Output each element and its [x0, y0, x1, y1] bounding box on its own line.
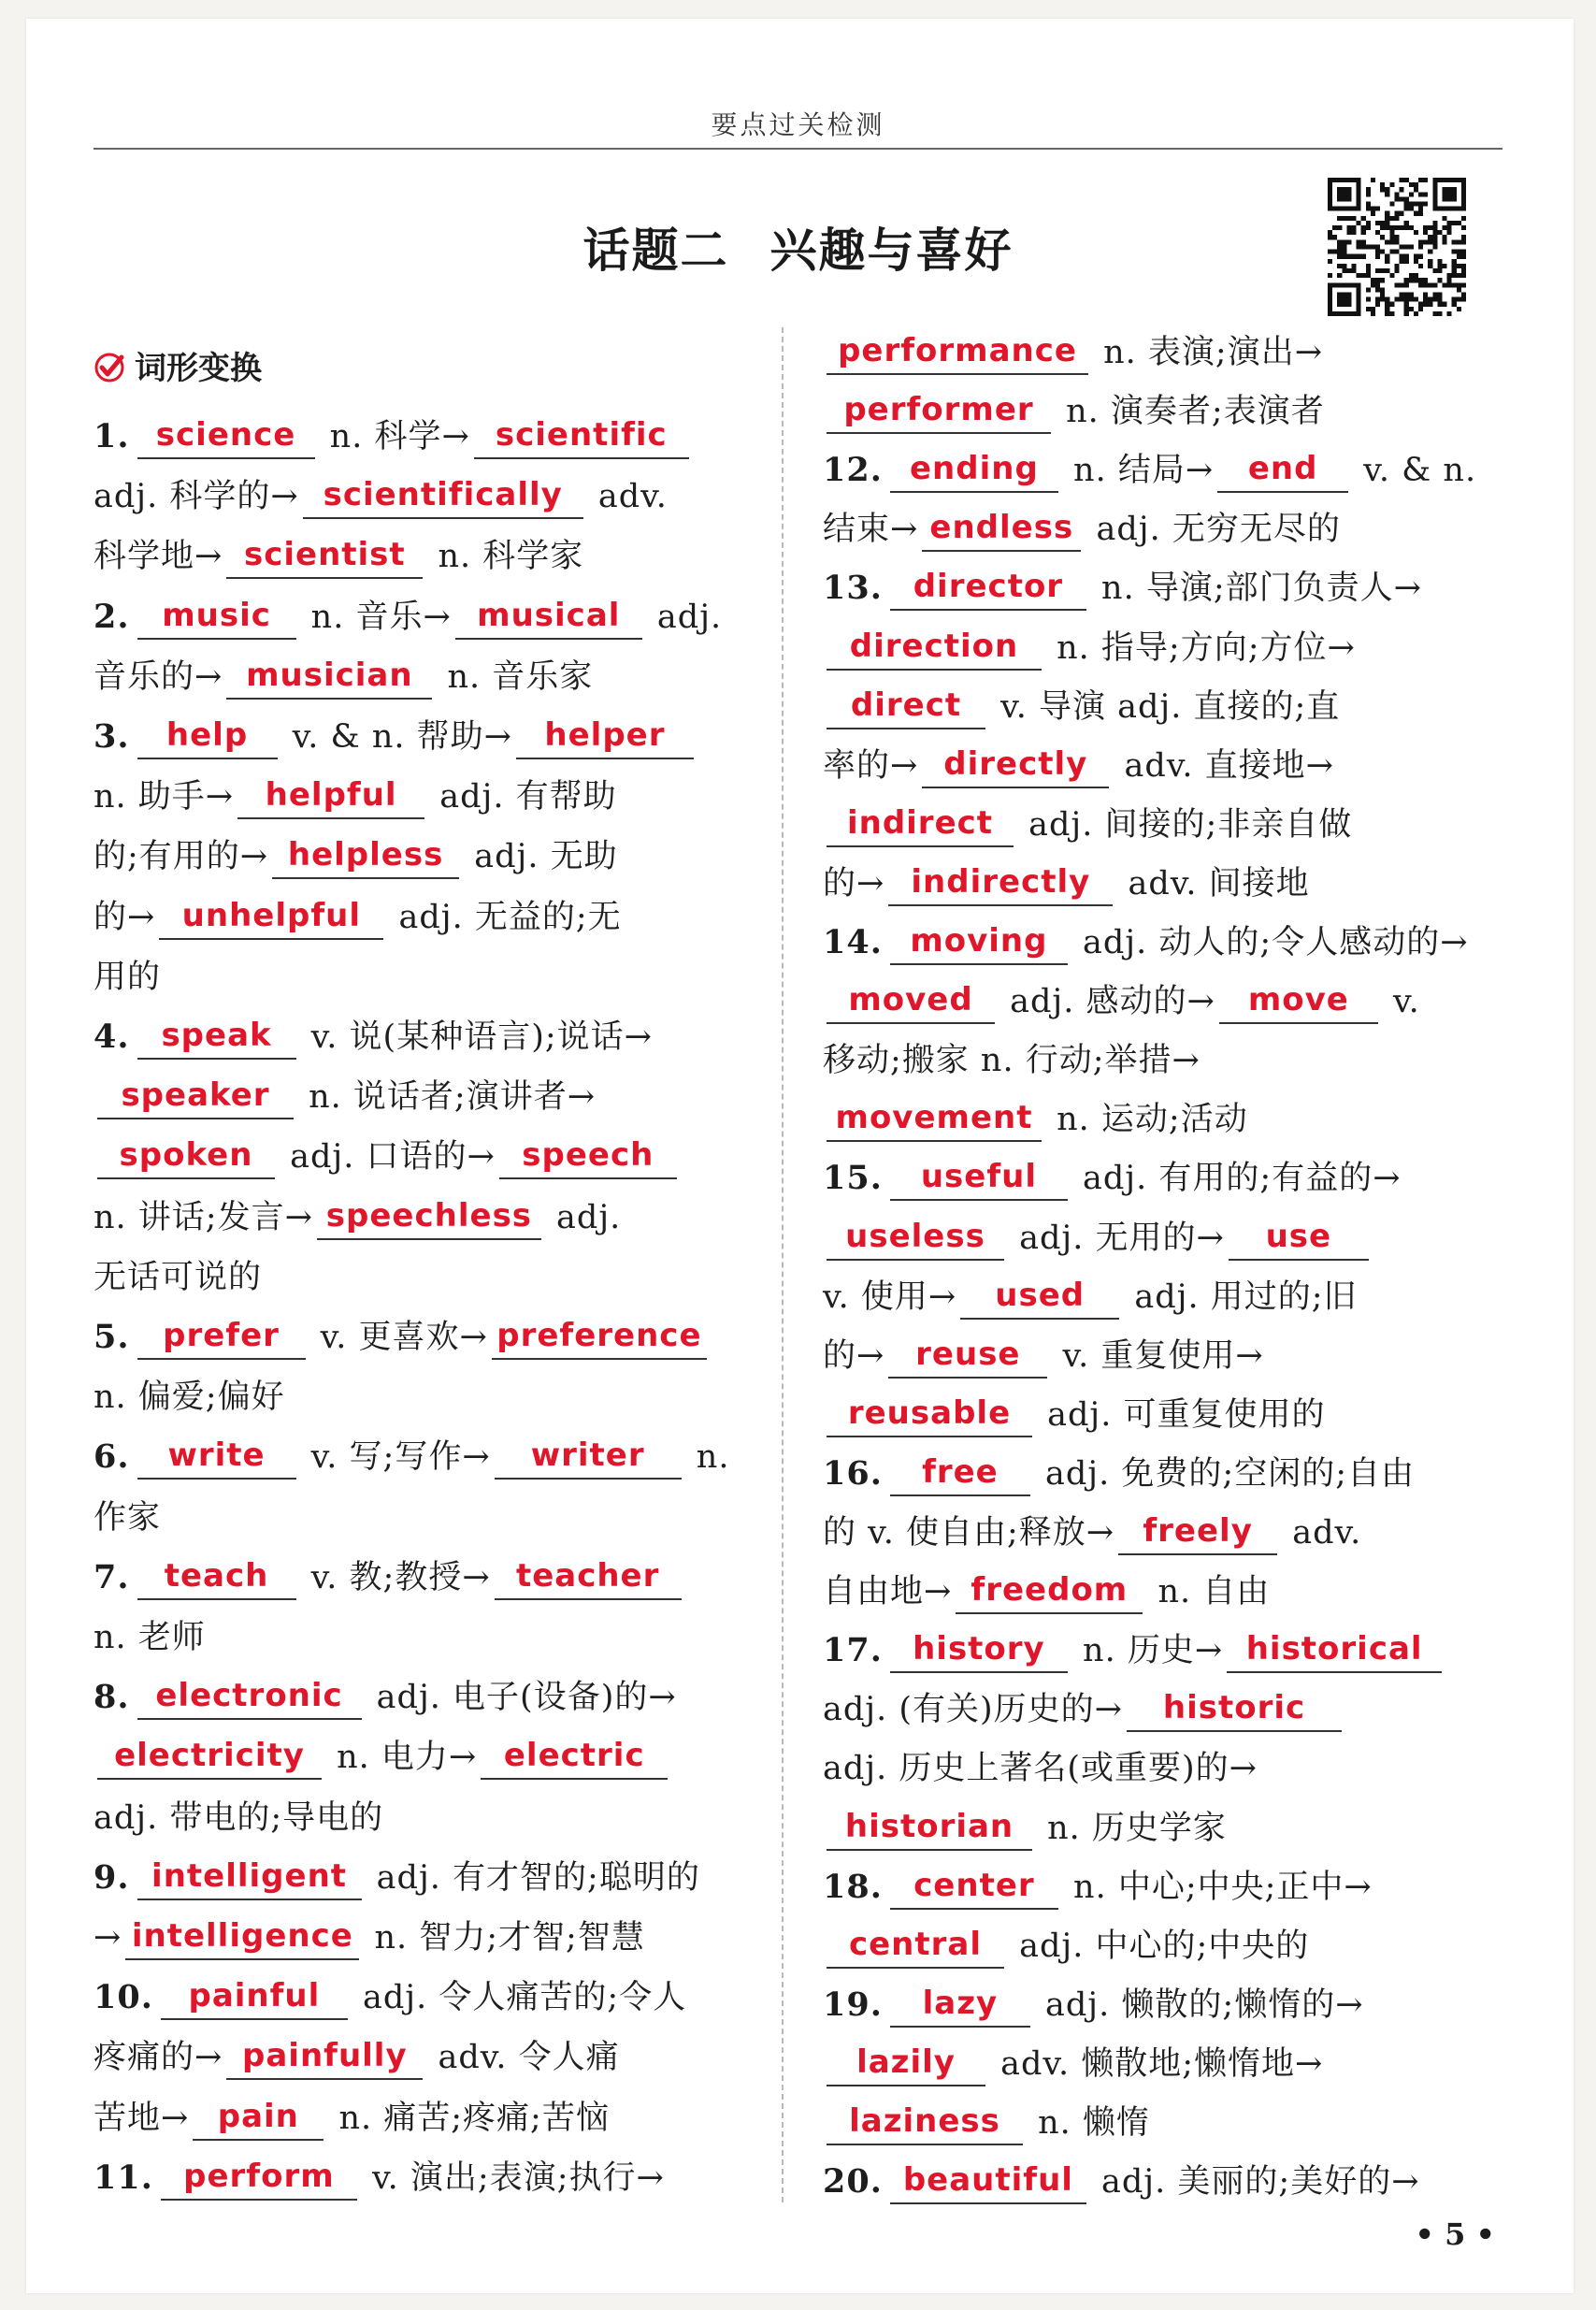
answer-blank: indirectly	[888, 859, 1113, 906]
line-text: adj. 无益的;无	[387, 898, 622, 936]
exercise-line	[93, 1008, 653, 1066]
line-text: 作家	[93, 1498, 162, 1537]
item-number: 13.	[823, 569, 883, 608]
answer-blank: direction	[827, 624, 1042, 671]
exercise-line	[823, 1504, 1361, 1562]
running-head: 要点过关检测	[711, 109, 885, 140]
exercise-line	[823, 383, 1325, 440]
line-text: n. 音乐→	[299, 598, 452, 636]
line-text: →	[93, 1919, 122, 1956]
line-text: adj. 中心的;中央的	[1008, 1927, 1310, 1965]
exercise-line	[823, 678, 1340, 736]
exercise-line	[93, 1668, 677, 1726]
item-number: 17.	[823, 1631, 883, 1670]
exercise-line	[823, 2094, 1150, 2152]
exercise-line	[93, 1368, 285, 1426]
answer-blank: teach	[137, 1553, 296, 1600]
item-number: 14.	[823, 923, 883, 961]
line-text: adj. 间接的;非亲自做	[1017, 805, 1353, 844]
answer-blank: lazily	[827, 2040, 985, 2086]
header-rule	[93, 148, 1503, 150]
exercise-line	[93, 1428, 729, 1486]
exercise-line	[823, 737, 1334, 795]
item-number: 5.	[93, 1318, 130, 1356]
line-text: adv. 令人痛	[426, 2039, 620, 2077]
exercise-line	[93, 1789, 383, 1847]
line-text: n. 偏爱;偏好	[93, 1379, 285, 1417]
answer-blank: writer	[495, 1433, 682, 1480]
item-number: 2.	[93, 597, 130, 636]
exercise-line	[823, 1799, 1227, 1857]
answer-blank: historian	[827, 1804, 1032, 1851]
line-text: n. 科学→	[318, 418, 470, 455]
answer-blank: scientifically	[303, 472, 583, 519]
line-text: adj. 令人痛苦的;令人	[351, 1979, 687, 2017]
answer-blank: indirect	[827, 801, 1014, 847]
exercise-line	[93, 1249, 262, 1307]
line-text: n. 自由	[1146, 1573, 1271, 1611]
answer-blank: write	[137, 1433, 296, 1480]
item-number: 16.	[823, 1453, 883, 1493]
exercise-line	[823, 1149, 1402, 1207]
item-number: 20.	[823, 2162, 883, 2202]
answer-blank: electricity	[97, 1733, 322, 1780]
exercise-line	[93, 1308, 711, 1366]
answer-blank: electronic	[137, 1673, 362, 1720]
check-icon	[93, 352, 125, 383]
title-topic-name: 兴趣与喜好	[769, 224, 1014, 278]
exercise-line	[93, 1489, 161, 1547]
line-text: adj. 历史上著名(或重要)的→	[823, 1750, 1258, 1788]
answer-blank: director	[890, 564, 1086, 611]
line-text: 的→	[823, 1336, 885, 1375]
exercise-line	[823, 1563, 1270, 1621]
column-divider	[782, 327, 784, 2202]
answer-blank: intelligent	[137, 1854, 362, 1900]
line-text: n. 导演;部门负责人→	[1089, 570, 1422, 608]
exercise-line	[823, 1858, 1373, 1916]
exercise-line	[93, 1068, 596, 1126]
line-text: adj. 可重复使用的	[1036, 1395, 1326, 1434]
line-text: v. 写;写作→	[299, 1438, 491, 1477]
item-number: 12.	[823, 451, 883, 490]
exercise-line	[823, 1681, 1345, 1739]
exercise-line	[93, 468, 668, 526]
line-text: n.	[684, 1438, 730, 1477]
answer-blank: freedom	[956, 1567, 1143, 1614]
item-number: 10.	[93, 1978, 153, 2017]
item-number: 9.	[93, 1857, 130, 1897]
exercise-line	[93, 888, 622, 946]
line-text: adj. 有用的;有益的→	[1071, 1160, 1402, 1198]
item-number: 11.	[93, 2158, 153, 2197]
answer-blank: moving	[890, 918, 1068, 965]
exercise-line	[823, 619, 1356, 677]
item-number: 15.	[823, 1159, 883, 1198]
line-text: adj. 美丽的;美好的→	[1089, 2163, 1420, 2202]
answer-blank: scientific	[474, 412, 689, 459]
exercise-line	[93, 828, 618, 886]
exercise-line	[823, 914, 1469, 972]
line-text: 的→	[93, 898, 156, 936]
line-text: v. & n. 帮助→	[280, 718, 512, 756]
answer-blank: move	[1219, 977, 1378, 1024]
line-text: v.	[1381, 983, 1420, 1021]
exercise-line	[823, 1209, 1373, 1267]
line-text: adv.	[1281, 1514, 1362, 1552]
answer-blank: free	[890, 1450, 1030, 1496]
answer-blank: science	[137, 412, 315, 459]
line-text: adj. 用过的;旧	[1123, 1278, 1358, 1316]
answer-blank: performance	[827, 328, 1088, 375]
answer-blank: electric	[481, 1733, 668, 1780]
answer-blank: pain	[193, 2094, 324, 2141]
line-text: adj. (有关)历史的→	[823, 1691, 1124, 1729]
item-number: 19.	[823, 1985, 883, 2024]
answer-blank: speak	[137, 1013, 296, 1060]
answer-blank: end	[1217, 446, 1348, 493]
line-text: adj. 有才智的;聪明的	[365, 1858, 700, 1897]
exercise-line	[823, 1386, 1326, 1444]
line-text: v. 更喜欢→	[309, 1319, 488, 1356]
line-text: adj.	[645, 598, 723, 636]
answer-blank: useful	[890, 1154, 1068, 1201]
exercise-line	[93, 588, 722, 646]
item-number: 7.	[93, 1557, 130, 1596]
answer-blank: directly	[922, 742, 1109, 788]
line-text: adj. 无助	[463, 838, 618, 876]
line-text: 苦地→	[93, 2099, 190, 2137]
exercise-line	[93, 1609, 206, 1667]
line-text: n. 懒惰	[1027, 2104, 1150, 2142]
answer-blank: lazy	[890, 1981, 1030, 2028]
qr-code-icon	[1328, 178, 1466, 316]
answer-blank: speech	[499, 1133, 677, 1179]
answer-blank: helper	[516, 713, 694, 759]
answer-blank: center	[890, 1863, 1058, 1910]
exercise-line	[93, 768, 617, 826]
answer-blank: speaker	[97, 1073, 294, 1119]
exercise-line	[823, 500, 1341, 558]
line-text: n. 智力;才智;智慧	[363, 1919, 645, 1956]
line-text: v. 说(某种语言);说话→	[299, 1018, 653, 1056]
answer-blank: helpless	[272, 832, 459, 879]
exercise-line	[823, 1268, 1358, 1326]
exercise-line	[823, 1445, 1415, 1503]
answer-blank: music	[137, 593, 296, 640]
answer-blank: reuse	[888, 1332, 1047, 1379]
answer-blank: direct	[827, 683, 985, 729]
answer-blank: speechless	[317, 1193, 541, 1240]
answer-blank: historical	[1227, 1626, 1442, 1673]
line-text: n. 科学家	[426, 538, 584, 576]
line-text: n. 结局→	[1061, 452, 1215, 490]
line-text: adj. 动人的;令人感动的→	[1071, 924, 1469, 961]
line-text: n. 痛苦;疼痛;苦恼	[327, 2099, 610, 2137]
answer-blank: history	[890, 1626, 1068, 1673]
line-text: n. 演奏者;表演者	[1055, 393, 1325, 431]
exercise-line	[93, 527, 583, 585]
exercise-line	[93, 648, 593, 706]
line-text: 用的	[93, 958, 162, 996]
line-text: 无话可说的	[93, 1258, 263, 1296]
exercise-line	[93, 1189, 621, 1247]
title-topic-number: 话题二	[582, 224, 729, 278]
item-number: 6.	[93, 1437, 130, 1477]
line-text: 音乐的→	[93, 657, 223, 696]
answer-blank: historic	[1127, 1685, 1342, 1732]
exercise-line	[93, 2149, 665, 2207]
item-number: 18.	[823, 1867, 883, 1906]
page-number: • 5 •	[1415, 2216, 1495, 2252]
exercise-line	[93, 948, 161, 1006]
line-text: adj. 有帮助	[428, 778, 617, 816]
answer-blank: intelligence	[125, 1913, 359, 1960]
exercise-line	[93, 2028, 620, 2086]
line-text: adj. 无用的→	[1008, 1219, 1225, 1257]
line-text: adj. 无穷无尽的	[1085, 511, 1341, 549]
exercise-line	[823, 1622, 1445, 1680]
line-text: 的→	[823, 864, 885, 902]
exercise-line	[823, 441, 1476, 499]
line-text: v. 演出;表演;执行→	[360, 2158, 665, 2197]
answer-blank: help	[137, 713, 278, 759]
exercise-line	[823, 1917, 1309, 1975]
item-number: 1.	[93, 417, 130, 455]
exercise-line	[823, 855, 1310, 913]
answer-blank: helpful	[237, 772, 424, 819]
answer-blank: ending	[890, 446, 1058, 493]
exercise-line	[823, 324, 1323, 382]
answer-blank: scientist	[226, 532, 423, 579]
line-text: adv.	[586, 478, 668, 516]
exercise-line	[823, 1090, 1248, 1148]
exercise-line	[93, 408, 693, 466]
line-text: 率的→	[823, 746, 919, 785]
answer-blank: beautiful	[890, 2158, 1086, 2204]
section-title	[93, 342, 262, 388]
line-text: n. 老师	[93, 1619, 206, 1656]
line-text: n. 讲话;发言→	[93, 1198, 313, 1236]
line-text: n. 指导;方向;方位→	[1045, 628, 1356, 667]
exercise-line	[823, 2035, 1323, 2093]
exercise-line	[93, 708, 697, 766]
exercise-line	[823, 1032, 1201, 1090]
line-text: adj. 懒散的;懒惰的→	[1033, 1985, 1364, 2024]
line-text: 移动;搬家 n. 行动;举措→	[823, 1042, 1201, 1080]
exercise-line	[823, 1327, 1264, 1385]
line-text: n. 助手→	[93, 778, 235, 816]
exercise-line	[823, 973, 1420, 1031]
line-text: 的;有用的→	[93, 838, 269, 876]
answer-blank: useless	[827, 1214, 1004, 1261]
answer-blank: central	[827, 1922, 1004, 1969]
answer-blank: performer	[827, 387, 1051, 434]
line-text: 结束→	[823, 511, 919, 549]
line-text: adj.	[544, 1198, 622, 1236]
item-number: 4.	[93, 1018, 130, 1056]
line-text: 自由地→	[823, 1573, 953, 1611]
item-number: 3.	[93, 717, 130, 756]
line-text: n. 表演;演出→	[1092, 334, 1324, 371]
answer-blank: moved	[827, 977, 995, 1024]
line-text: adj. 免费的;空闲的;自由	[1033, 1454, 1415, 1493]
exercise-line	[93, 2089, 610, 2147]
answer-blank: prefer	[137, 1313, 306, 1360]
exercise-line	[823, 1740, 1258, 1797]
exercise-line	[93, 1128, 681, 1186]
answer-blank: spoken	[97, 1133, 275, 1179]
line-text: n. 音乐家	[436, 657, 594, 696]
exercise-line	[823, 559, 1422, 617]
answer-blank: teacher	[495, 1553, 682, 1600]
exercise-line	[823, 1976, 1364, 2034]
line-text: n. 说话者;演讲者→	[297, 1078, 597, 1117]
exercise-line	[93, 1849, 700, 1907]
line-text: n. 历史学家	[1036, 1809, 1227, 1847]
line-text: v. 重复使用→	[1051, 1336, 1264, 1375]
line-text: n. 运动;活动	[1045, 1101, 1248, 1139]
answer-blank: preference	[492, 1313, 707, 1360]
answer-blank: movement	[827, 1095, 1042, 1142]
line-text: 疼痛的→	[93, 2039, 223, 2077]
answer-blank: musician	[226, 653, 432, 700]
line-text: adj. 口语的→	[279, 1138, 496, 1177]
line-text: adj. 电子(设备)的→	[365, 1679, 677, 1717]
answer-blank: perform	[161, 2154, 357, 2201]
exercise-line	[93, 1969, 686, 2027]
exercise-line	[823, 2153, 1420, 2211]
section-label: 词形变换	[135, 350, 262, 387]
line-text: n. 中心;中央;正中→	[1061, 1868, 1373, 1906]
item-number: 8.	[93, 1678, 130, 1717]
line-text: 科学地→	[93, 538, 223, 576]
exercise-line	[93, 1549, 685, 1607]
line-text: v. & n.	[1352, 452, 1477, 490]
line-text: adj. 感动的→	[999, 983, 1215, 1021]
line-text: adv. 间接地	[1116, 864, 1310, 902]
answer-blank: reusable	[827, 1391, 1032, 1437]
answer-blank: painful	[161, 1973, 348, 2020]
line-text: 的 v. 使自由;释放→	[823, 1514, 1115, 1552]
line-text: n. 电力→	[325, 1739, 478, 1777]
line-text: n. 历史→	[1071, 1632, 1224, 1670]
answer-blank: musical	[455, 593, 642, 640]
answer-blank: used	[960, 1273, 1119, 1320]
answer-blank: unhelpful	[159, 893, 383, 940]
answer-blank: endless	[922, 505, 1081, 552]
exercise-line	[93, 1909, 645, 1967]
answer-blank: painfully	[226, 2033, 423, 2080]
line-text: adv. 直接地→	[1113, 746, 1334, 785]
answer-blank: use	[1229, 1214, 1369, 1261]
line-text: adj. 科学的→	[93, 478, 299, 516]
exercise-line	[93, 1728, 671, 1786]
line-text: adv. 懒散地;懒惰地→	[989, 2044, 1324, 2083]
line-text: v. 教;教授→	[299, 1558, 491, 1596]
exercise-line	[823, 796, 1352, 854]
line-text: v. 使用→	[823, 1278, 957, 1316]
answer-blank: freely	[1118, 1509, 1277, 1555]
answer-blank: laziness	[827, 2099, 1023, 2145]
line-text: v. 导演 adj. 直接的;直	[989, 687, 1341, 726]
line-text: adj. 带电的;导电的	[93, 1798, 384, 1837]
